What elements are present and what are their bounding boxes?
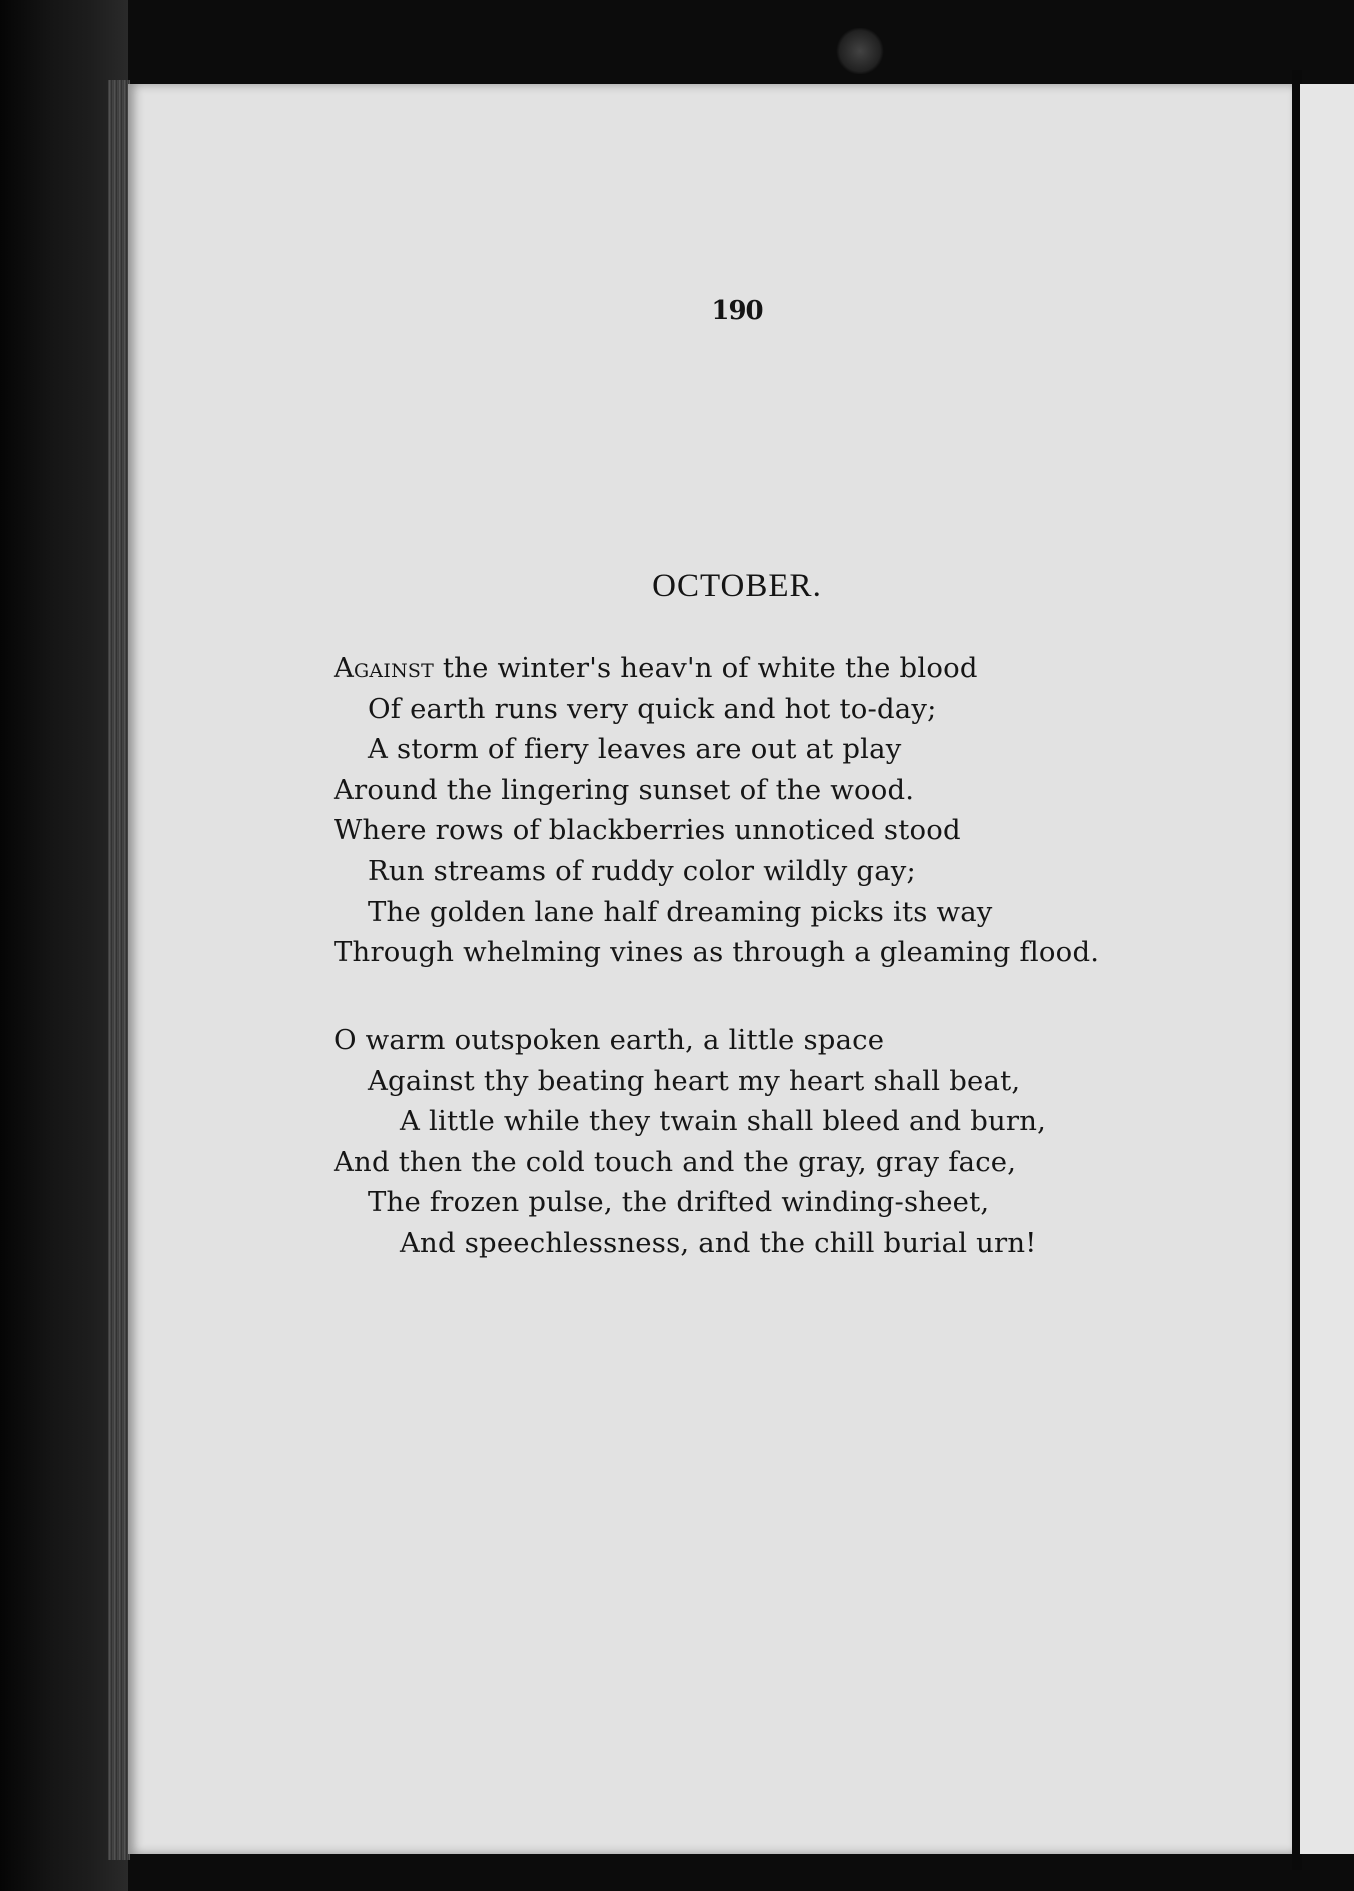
- scan-speck: [835, 28, 885, 74]
- poem-title: OCTOBER.: [652, 568, 822, 604]
- facing-page-edge: [1300, 84, 1354, 1854]
- poem-line: And speechlessness, and the chill burial urn!: [400, 1226, 1037, 1259]
- poem-line: Against thy beating heart my heart shall beat,: [368, 1064, 1021, 1097]
- page-edges: [108, 80, 130, 1860]
- poem-line: [334, 648, 1099, 689]
- poem-line: Where rows of blackberries unnoticed stood: [334, 814, 961, 847]
- page-number: 190: [711, 296, 763, 326]
- poem-line: O warm outspoken earth, a little space: [334, 1024, 885, 1056]
- poem-line: The frozen pulse, the drifted winding-sheet,: [368, 1186, 990, 1219]
- poem-line: The golden lane half dreaming picks its way: [368, 895, 993, 928]
- poem-line: Run streams of ruddy color wildly gay;: [368, 854, 916, 887]
- poem-line: A storm of fiery leaves are out at play: [368, 733, 902, 766]
- poem-line: And then the cold touch and the gray, gray face,: [334, 1145, 1017, 1178]
- poem-line: Of earth runs very quick and hot to-day;: [368, 692, 937, 725]
- poem-line: A little while they twain shall bleed and burn,: [400, 1105, 1047, 1138]
- poem-line: Through whelming vines as through a gleaming flood.: [334, 936, 1100, 969]
- stanza-2: [334, 1020, 1046, 1264]
- drop-word: Against: [334, 652, 434, 684]
- stanza-1: [334, 648, 1099, 973]
- line-text: the winter's heav'n of white the blood: [433, 652, 978, 684]
- poem-line: Around the lingering sunset of the wood.: [334, 773, 915, 806]
